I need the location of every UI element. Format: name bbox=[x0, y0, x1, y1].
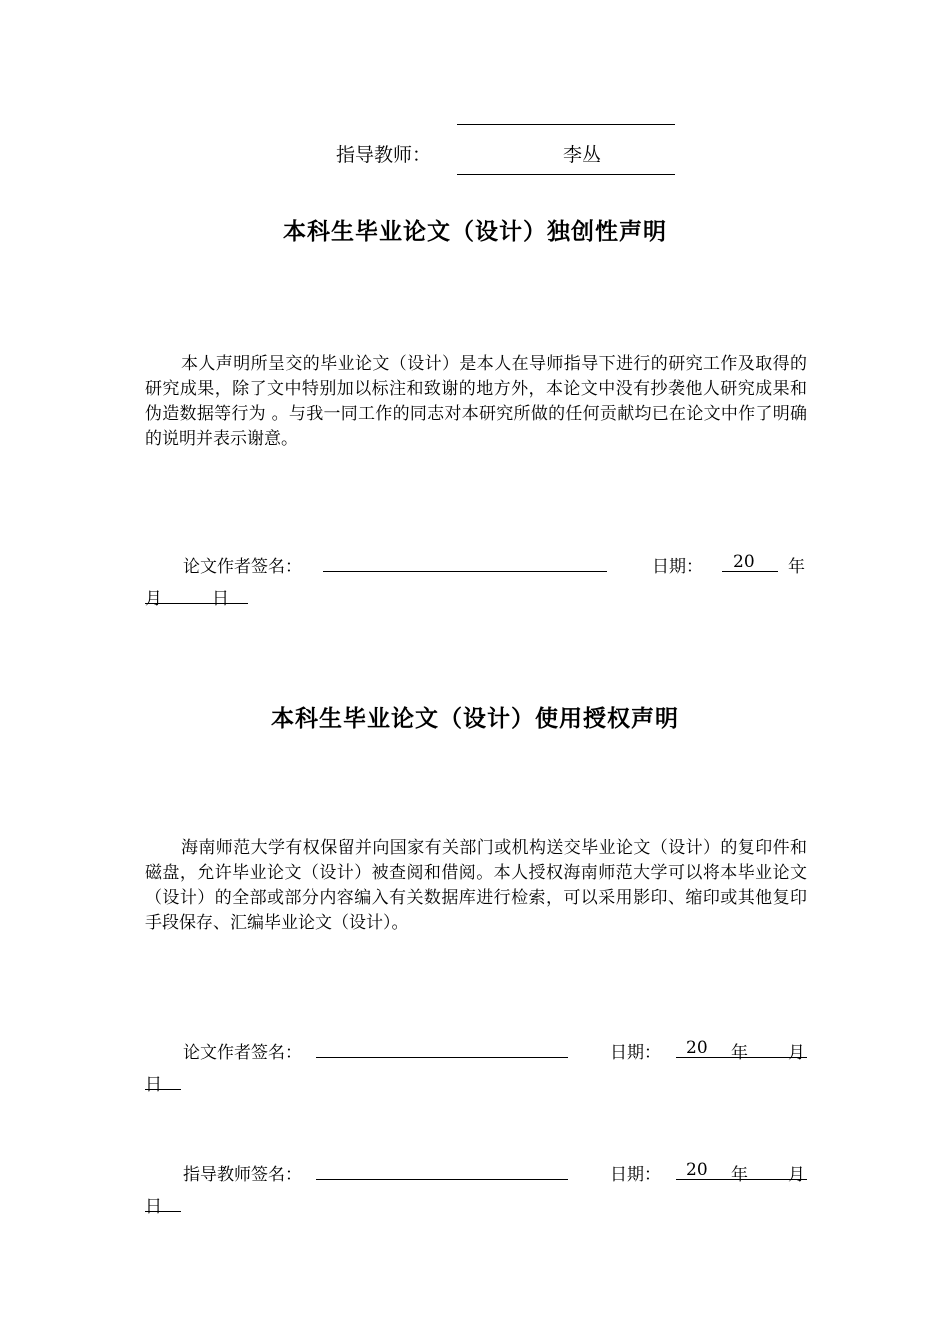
originality-title: 本科生毕业论文（设计）独创性声明 bbox=[283, 219, 667, 245]
advisor-top-rule bbox=[457, 124, 675, 125]
originality-month-label: 月 bbox=[145, 589, 162, 609]
authorization-advisor-year-prefix: 20 bbox=[686, 1160, 708, 1180]
authorization-author-signature-line[interactable] bbox=[316, 1057, 568, 1058]
authorization-author-year-prefix: 20 bbox=[686, 1038, 708, 1058]
originality-year-label: 年 bbox=[788, 557, 805, 577]
originality-signature-line[interactable] bbox=[323, 571, 607, 572]
authorization-author-sign-label: 论文作者签名： bbox=[183, 1043, 302, 1063]
authorization-author-month-label: 月 bbox=[788, 1043, 805, 1063]
originality-year-prefix: 20 bbox=[733, 552, 755, 572]
authorization-advisor-month-label: 月 bbox=[788, 1165, 805, 1185]
authorization-advisor-year-label: 年 bbox=[731, 1165, 748, 1185]
authorization-author-year-label: 年 bbox=[731, 1043, 748, 1063]
advisor-label: 指导教师： bbox=[336, 144, 432, 166]
advisor-bottom-rule bbox=[457, 174, 675, 175]
originality-sign-label: 论文作者签名： bbox=[183, 557, 302, 577]
authorization-advisor-sign-label: 指导教师签名： bbox=[183, 1165, 302, 1185]
authorization-advisor-day-label: 日 bbox=[145, 1197, 162, 1217]
authorization-title: 本科生毕业论文（设计）使用授权声明 bbox=[271, 706, 679, 732]
authorization-advisor-date-label: 日期： bbox=[610, 1165, 661, 1185]
authorization-body: 海南师范大学有权保留并向国家有关部门或机构送交毕业论文（设计）的复印件和磁盘，允许毕业论文（设计）被查阅和借阅。本人授权海南师范大学可以将本毕业论文（设计）的全部或部分内容编入有关数据库进行检索，可以采用影印、缩印或其他复印手段保存、汇编毕业论文（设计）。 bbox=[145, 838, 807, 933]
originality-date-label: 日期： bbox=[652, 557, 703, 577]
advisor-name: 李丛 bbox=[563, 144, 602, 166]
authorization-author-day-label: 日 bbox=[145, 1075, 162, 1095]
originality-body: 本人声明所呈交的毕业论文（设计）是本人在导师指导下进行的研究工作及取得的研究成果，除了文中特别加以标注和致谢的地方外，本论文中没有抄袭他人研究成果和伪造数据等行为 。与我一同工作的同志对本研究所做的任何贡献均已在论文中作了明确的说明并表示谢意。 bbox=[145, 354, 807, 449]
authorization-author-date-label: 日期： bbox=[610, 1043, 661, 1063]
originality-day-label: 日 bbox=[212, 589, 229, 609]
authorization-advisor-signature-line[interactable] bbox=[316, 1179, 568, 1180]
